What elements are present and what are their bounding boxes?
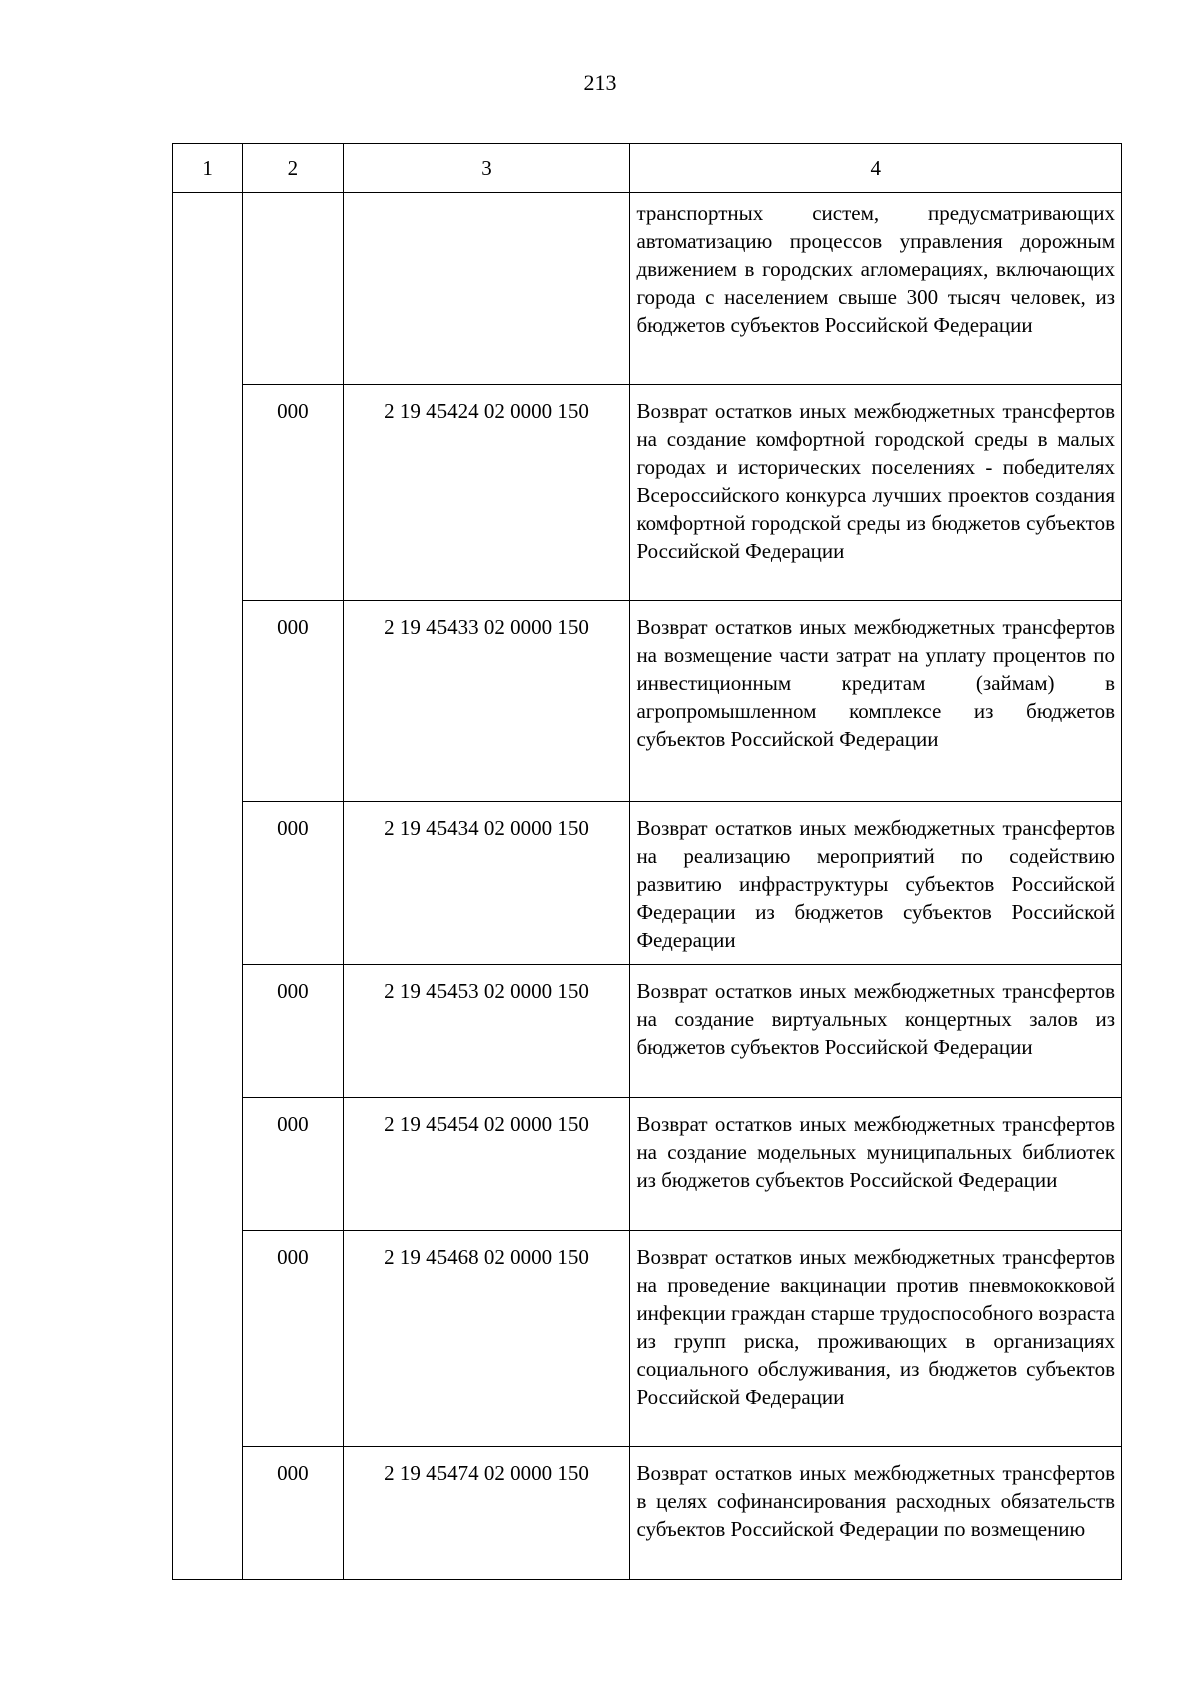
- table-row: [173, 385, 1122, 601]
- header-col-3: 3: [343, 144, 630, 193]
- header-col-1: 1: [173, 144, 243, 193]
- row-description: [630, 1447, 1122, 1580]
- row-col-2: 000: [243, 802, 343, 965]
- header-col-2: 2: [243, 144, 343, 193]
- row-description: [630, 385, 1122, 601]
- row-col-2: 000: [243, 1231, 343, 1447]
- row-col-2: [243, 193, 343, 385]
- table-row: [173, 601, 1122, 802]
- row-col-2: 000: [243, 1447, 343, 1580]
- row-description-text: Возврат остатков иных межбюджетных трансфертов на создание модельных муниципальных библиотек из бюджетов субъектов Российской Федерации: [636, 1112, 1115, 1192]
- row-col-3: 2 19 45424 02 0000 150: [343, 385, 630, 601]
- row-col-3: [343, 193, 630, 385]
- row-description: [630, 601, 1122, 802]
- row-col-3: 2 19 45433 02 0000 150: [343, 601, 630, 802]
- row-description: [630, 965, 1122, 1098]
- row-description: [630, 1098, 1122, 1231]
- row-description: [630, 193, 1122, 385]
- row-col-2: 000: [243, 1098, 343, 1231]
- row-col-2: 000: [243, 385, 343, 601]
- row-description-text: Возврат остатков иных межбюджетных трансфертов на возмещение части затрат на уплату процентов по инвестиционным кредитам (займам) в агропромышленном комплексе из бюджетов субъектов Российской Федерации: [636, 615, 1115, 751]
- row-col-3: 2 19 45453 02 0000 150: [343, 965, 630, 1098]
- row-col-3: 2 19 45434 02 0000 150: [343, 802, 630, 965]
- page-number: 213: [583, 70, 617, 95]
- row-col-1: [173, 193, 243, 1580]
- row-description-text: Возврат остатков иных межбюджетных трансфертов на создание комфортной городской среды в малых городах и исторических поселениях - победителях Всероссийского конкурса лучших проектов создания комфортной городской среды из бюджетов субъектов Российской Федерации: [636, 399, 1115, 563]
- table-row: [173, 1098, 1122, 1231]
- table-row: [173, 193, 1122, 385]
- row-col-3: 2 19 45454 02 0000 150: [343, 1098, 630, 1231]
- row-description-text: Возврат остатков иных межбюджетных трансфертов на создание виртуальных концертных залов из бюджетов субъектов Российской Федерации: [636, 979, 1115, 1059]
- row-description-text: Возврат остатков иных межбюджетных трансфертов на реализацию мероприятий по содействию развитию инфраструктуры субъектов Российской Федерации из бюджетов субъектов Российской Федерации: [636, 816, 1115, 952]
- header-col-4: 4: [630, 144, 1122, 193]
- row-col-2: 000: [243, 965, 343, 1098]
- row-description: [630, 1231, 1122, 1447]
- row-description: [630, 802, 1122, 965]
- table-row: [173, 802, 1122, 965]
- row-col-3: 2 19 45474 02 0000 150: [343, 1447, 630, 1580]
- row-description-text: Возврат остатков иных межбюджетных трансфертов на проведение вакцинации против пневмококковой инфекции граждан старше трудоспособного возраста из групп риска, проживающих в организациях социального обслуживания, из бюджетов субъектов Российской Федерации: [636, 1245, 1115, 1409]
- row-col-2: 000: [243, 601, 343, 802]
- budget-table: [172, 143, 1122, 1580]
- table-row: [173, 1447, 1122, 1580]
- row-description-text: Возврат остатков иных межбюджетных трансфертов в целях софинансирования расходных обязательств субъектов Российской Федерации по возмещению: [636, 1461, 1115, 1541]
- table-header-row: [173, 144, 1122, 193]
- table-row: [173, 1231, 1122, 1447]
- row-description-text: транспортных систем, предусматривающих автоматизацию процессов управления дорожным движением в городских агломерациях, включающих города с населением свыше 300 тысяч человек, из бюджетов субъектов Российской Федерации: [636, 201, 1115, 337]
- row-col-3: 2 19 45468 02 0000 150: [343, 1231, 630, 1447]
- table-row: [173, 965, 1122, 1098]
